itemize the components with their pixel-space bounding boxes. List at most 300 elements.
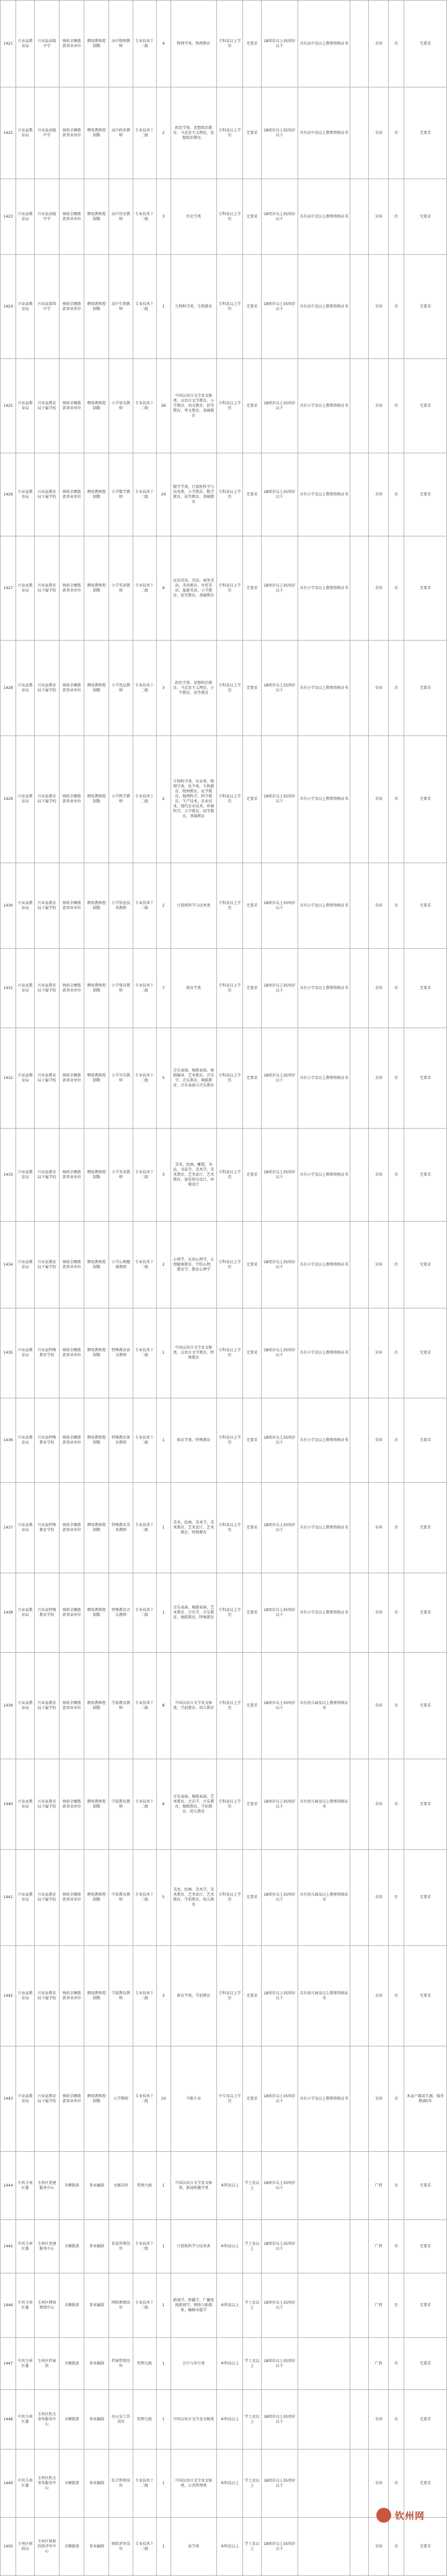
cell-hire: 事业编制 (84, 2273, 109, 2338)
cell-pol (350, 2518, 369, 2576)
cell-scope: 全国 (369, 1, 389, 87)
cell-post: 学前教育教师 (109, 1653, 133, 1759)
cell-unit: 兴业县教育局下属学校 (34, 359, 59, 453)
cell-area: 兴业县教育局 (16, 255, 35, 359)
cell-edu: 本科及以上 (216, 2273, 242, 2338)
cell-other: 无要求 (404, 1850, 447, 1946)
cell-no: 1444 (1, 2152, 16, 2220)
cell-other: 无要求 (404, 1759, 447, 1850)
table-row (1, 1398, 447, 1483)
cell-exam: 否 (388, 1850, 404, 1946)
cell-type: 全额拨款 (60, 2273, 84, 2338)
cell-type: 财政全额拨款事业单位 (60, 949, 84, 1028)
cell-post: 小学英语教师 (109, 536, 133, 641)
cell-age: 18周岁以上35周岁以下 (261, 2220, 298, 2273)
cell-no: 1448 (1, 2390, 16, 2449)
cell-no: 1422 (1, 87, 16, 179)
cell-cat: 专业技术十二级 (133, 1573, 156, 1653)
cell-cert: 具有小学及以上教师资格证书 (298, 949, 350, 1028)
cell-req: 生物科学类，生物教育 (170, 255, 216, 359)
cell-no: 1431 (1, 949, 16, 1028)
cell-pol (350, 359, 369, 453)
cell-scope: 全国 (369, 179, 389, 255)
cell-exam: 否 (388, 87, 404, 179)
cell-count: 3 (156, 641, 170, 736)
cell-cert: 具有高中及以上教师资格证书 (298, 255, 350, 359)
cell-scope: 全国 (369, 1222, 389, 1308)
cell-cert (298, 2220, 350, 2273)
cell-type: 全额拨款 (60, 2518, 84, 2576)
cell-no: 1443 (1, 2046, 16, 2152)
cell-scope: 全国 (369, 2449, 389, 2518)
cell-age: 18周岁以上35周岁以下 (261, 736, 298, 863)
site-logo-icon (376, 2508, 391, 2523)
table-row (1, 863, 447, 949)
cell-post: 小学美术教师 (109, 1129, 133, 1222)
cell-post: 小学信息技术教师 (109, 863, 133, 949)
cell-req: 政治学类，思想政治教育，马克思主义理论，小学教育，初等教育 (170, 641, 216, 736)
cell-scope: 全国 (369, 949, 389, 1028)
cell-deg: 学士及以上 (243, 2449, 262, 2518)
cell-post: 小学音乐教师 (109, 1028, 133, 1129)
cell-unit: 兴业县教育局下属学校 (34, 453, 59, 536)
cell-unit: 玉州区档案馆 (34, 2338, 59, 2390)
cell-hire: 聘用教师控制数 (84, 255, 109, 359)
cell-cat: 专业技术十二级 (133, 1, 156, 87)
cell-exam: 否 (388, 2046, 404, 2152)
watermark-text: 钦州网 (395, 2510, 425, 2521)
cell-hire: 聘用教师控制数 (84, 179, 109, 255)
cell-post: 办公室工作岗位 (109, 2390, 133, 2449)
cell-deg: 无要求 (243, 1308, 262, 1398)
cell-hire: 聘用教师控制数 (84, 641, 109, 736)
cell-age: 18周岁以上35周岁以下 (261, 1398, 298, 1483)
site-watermark (376, 2507, 443, 2524)
table-row (1, 2518, 447, 2576)
cell-no: 1439 (1, 1653, 16, 1759)
cell-area: 兴业县教育局 (16, 1850, 35, 1946)
cell-count: 1 (156, 2449, 170, 2518)
cell-unit: 兴业县教育局下属学校 (34, 2046, 59, 2152)
cell-cat: 专业技术十二级 (133, 863, 156, 949)
cell-deg: 无要求 (243, 536, 262, 641)
cell-pol (350, 1028, 369, 1129)
cell-deg: 学士及以上 (243, 2220, 262, 2273)
cell-type: 财政全额拨款事业单位 (60, 1850, 84, 1946)
cell-unit: 玉州区机关事务服务中心 (34, 2449, 59, 2518)
cell-type: 全额拨款 (60, 2152, 84, 2220)
cell-count: 1 (156, 1398, 170, 1483)
cell-cert: 具有幼儿园及以上教师资格证书 (298, 1653, 350, 1759)
cell-exam: 否 (388, 2338, 404, 2390)
cell-cert: 具有小学及以上教师资格证书 (298, 1222, 350, 1308)
cell-exam: 否 (388, 2152, 404, 2220)
cell-other: 无要求 (404, 255, 447, 359)
cell-scope: 全国 (369, 1850, 389, 1946)
cell-type: 财政全额拨款事业单位 (60, 1483, 84, 1573)
cell-type: 财政全额拨款事业单位 (60, 736, 84, 863)
cell-edu: 专科及以上学历 (216, 1, 242, 87)
cell-pol (350, 1653, 369, 1759)
cell-exam: 否 (388, 453, 404, 536)
cell-edu: 中专及以上学历 (216, 2046, 242, 2152)
cell-pol (350, 2046, 369, 2152)
cell-no: 1446 (1, 2273, 16, 2338)
cell-cert (298, 2338, 350, 2390)
cell-other: 无要求 (404, 1573, 447, 1653)
cell-no: 1445 (1, 2220, 16, 2273)
cell-age: 18周岁以上35周岁以下 (261, 453, 298, 536)
cell-req: 美术，绘画，美术学，美术教育，艺术设计，艺术教育，学前教育，幼儿教育 (170, 1850, 216, 1946)
cell-req: 美术，绘画，美术学，美术教育，艺术设计，艺术教育，特殊教育 (170, 1483, 216, 1573)
cell-no: 1441 (1, 1850, 16, 1946)
cell-pol (350, 1129, 369, 1222)
table-row (1, 1759, 447, 1850)
cell-age: 18周岁以上35周岁以下 (261, 1573, 298, 1653)
cell-unit: 兴业县特殊教育学校 (34, 1573, 59, 1653)
cell-no: 1432 (1, 1028, 16, 1129)
cell-hire: 聘用教师控制数 (84, 1222, 109, 1308)
table-row (1, 949, 447, 1028)
cell-unit: 兴业县教育局下属学校 (34, 536, 59, 641)
cell-cat: 管理九级 (133, 2390, 156, 2449)
cell-edu: 专科及以上学历 (216, 255, 242, 359)
table-row (1, 736, 447, 863)
cell-cert: 具有高中及以上教师资格证书 (298, 87, 350, 179)
cell-cert: 具有小学及以上教师资格证书 (298, 1573, 350, 1653)
cell-hire: 聘用教师控制数 (84, 1653, 109, 1759)
cell-area: 中共玉州区委 (16, 2152, 35, 2220)
cell-count: 2 (156, 87, 170, 179)
cell-other: 无要求 (404, 179, 447, 255)
cell-deg: 学士及以上 (243, 2338, 262, 2390)
cell-type: 财政全额拨款事业单位 (60, 1028, 84, 1129)
cell-exam: 否 (388, 863, 404, 949)
cell-deg: 无要求 (243, 2046, 262, 2152)
cell-req: 应用英语，英语，商务英语，英语教育，外贸英语，旅游英语，小学教育，初等教育，基础教育 (170, 536, 216, 641)
cell-no: 1428 (1, 641, 16, 736)
cell-no: 1426 (1, 453, 16, 536)
cell-pol (350, 2152, 369, 2220)
cell-hire: 事业编制 (84, 2338, 109, 2390)
cell-exam: 否 (388, 949, 404, 1028)
cell-other: 无要求 (404, 949, 447, 1028)
cell-count: 5 (156, 1028, 170, 1129)
cell-post: 学前教育教师 (109, 1759, 133, 1850)
cell-pol (350, 453, 369, 536)
table-row (1, 536, 447, 641)
cell-no: 1436 (1, 1398, 16, 1483)
cell-type: 财政全额拨款事业单位 (60, 1, 84, 87)
cell-cert: 具有小学及以上教师资格证书 (298, 2046, 350, 2152)
cell-req: 计算机科学与技术类 (170, 2220, 216, 2273)
cell-scope: 全国 (369, 1653, 389, 1759)
cell-scope: 广西 (369, 2220, 389, 2273)
cell-area: 兴业县教育局 (16, 1573, 35, 1653)
cell-no: 1435 (1, 1308, 16, 1398)
cell-exam: 否 (388, 536, 404, 641)
cell-scope: 全国 (369, 255, 389, 359)
cell-deg: 学士及以上 (243, 2518, 262, 2576)
cell-unit: 兴业县教育局下属学校 (34, 1850, 59, 1946)
cell-deg: 无要求 (243, 1483, 262, 1573)
cell-area: 兴业县教育局 (16, 1946, 35, 2046)
cell-count: 26 (156, 359, 170, 453)
cell-deg: 无要求 (243, 1398, 262, 1483)
cell-cert: 具有小学及以上教师资格证书 (298, 536, 350, 641)
cell-unit: 兴业县教育局下属学校 (34, 1946, 59, 2046)
cell-hire: 事业编制 (84, 2518, 109, 2576)
cell-area: 兴业县教育局 (16, 2046, 35, 2152)
cell-cert (298, 2518, 350, 2576)
cell-cat: 专业技术十二级 (133, 2518, 156, 2576)
cell-hire: 聘用教师控制数 (84, 863, 109, 949)
cell-other: 无要求 (404, 1398, 447, 1483)
cell-req: 历史学类 (170, 179, 216, 255)
cell-cert: 具有小学及以上教师资格证书 (298, 863, 350, 949)
cell-hire: 聘用教师控制数 (84, 1483, 109, 1573)
cell-count: 1 (156, 2390, 170, 2449)
cell-count: 1 (156, 2273, 170, 2338)
cell-deg: 学士及以上 (243, 2273, 262, 2338)
cell-deg: 无要求 (243, 453, 262, 536)
cell-cert: 具有小学及以上教师资格证书 (298, 1398, 350, 1483)
cell-type: 财政全额拨款事业单位 (60, 87, 84, 179)
cell-post: 小学数学教师 (109, 453, 133, 536)
cell-count: 4 (156, 1, 170, 87)
cell-scope: 全国 (369, 359, 389, 453)
cell-area: 兴业县教育局 (16, 1222, 35, 1308)
cell-deg: 无要求 (243, 1653, 262, 1759)
cell-unit: 兴业县特殊教育学校 (34, 1398, 59, 1483)
cell-age: 18周岁以上35周岁以下 (261, 536, 298, 641)
cell-pol (350, 1483, 369, 1573)
cell-req: 体育学类 (170, 949, 216, 1028)
cell-edu: 专科及以上学历 (216, 1483, 242, 1573)
cell-deg: 无要求 (243, 1946, 262, 2046)
cell-age: 18周岁以上35周岁以下 (261, 1850, 298, 1946)
cell-req: 音乐表演，舞蹈表演，艺术教育，音乐学，音乐教育，舞蹈教育，特殊教育 (170, 1573, 216, 1653)
cell-age: 18周岁以上35周岁以下 (261, 2046, 298, 2152)
cell-cat: 专业技术十二级 (133, 2449, 156, 2518)
cell-edu: 本科及以上 (216, 2390, 242, 2449)
cell-type: 全额拨款 (60, 2220, 84, 2273)
cell-cat: 专业技术十二级 (133, 641, 156, 736)
cell-cert: 具有幼儿园及以上教师资格证书 (298, 1946, 350, 2046)
cell-cat: 专业技术十二级 (133, 1222, 156, 1308)
cell-post: 信息管理岗位 (109, 2220, 133, 2273)
cell-type: 财政全额拨款事业单位 (60, 1759, 84, 1850)
cell-count: 1 (156, 2152, 170, 2220)
cell-edu: 专科及以上学历 (216, 1759, 242, 1850)
cell-hire: 聘用教师控制数 (84, 1308, 109, 1398)
cell-pol (350, 863, 369, 949)
cell-no: 1425 (1, 359, 16, 453)
cell-unit: 兴业县高级中学 (34, 1, 59, 87)
cell-age: 18周岁以上35周岁以下 (261, 1, 298, 87)
cell-age: 18周岁以上35周岁以下 (261, 359, 298, 453)
cell-area: 兴业县教育局 (16, 1129, 35, 1222)
cell-cat: 管理九级 (133, 2152, 156, 2220)
cell-scope: 全国 (369, 453, 389, 536)
cell-req: 新闻学，传播学，广播电视新闻学，网络与新媒体，编辑出版学 (170, 2273, 216, 2338)
cell-hire: 聘用教师控制数 (84, 1129, 109, 1222)
cell-req: 心理学，应用心理学，心理健康教育，学校心理，教育学，教育心理学 (170, 1222, 216, 1308)
cell-deg: 无要求 (243, 863, 262, 949)
cell-post: 财政评审岗位 (109, 2518, 133, 2576)
cell-scope: 全国 (369, 2518, 389, 2576)
cell-age: 18周岁以上35周岁以下 (261, 255, 298, 359)
cell-area: 兴业县教育局 (16, 359, 35, 453)
table-row (1, 1028, 447, 1129)
cell-hire: 聘用教师控制数 (84, 1946, 109, 2046)
cell-cert: 具有小学及以上教师资格证书 (298, 1028, 350, 1129)
cell-exam: 否 (388, 1759, 404, 1850)
cell-other: 无要求 (404, 641, 447, 736)
cell-area: 中共玉州区委 (16, 2338, 35, 2390)
cell-post: 特殊教育美术教师 (109, 1483, 133, 1573)
cell-type: 财政全额拨款事业单位 (60, 255, 84, 359)
cell-post: 特殊教育音乐教师 (109, 1573, 133, 1653)
cell-scope: 全国 (369, 1759, 389, 1850)
cell-exam: 否 (388, 736, 404, 863)
cell-post: 综合管理岗位 (109, 2449, 133, 2518)
cell-hire: 聘用教师控制数 (84, 949, 109, 1028)
cell-other: 无要求 (404, 453, 447, 536)
cell-post: 特殊教育体育教师 (109, 1398, 133, 1483)
cell-post: 高中历史教师 (109, 179, 133, 255)
cell-unit: 兴业县教育局下属学校 (34, 949, 59, 1028)
cell-hire: 事业编制 (84, 2220, 109, 2273)
cell-type: 全额拨款 (60, 2338, 84, 2390)
cell-area: 兴业县教育局 (16, 536, 35, 641)
cell-type: 财政全额拨款事业单位 (60, 1129, 84, 1222)
cell-age: 18周岁以上35周岁以下 (261, 2273, 298, 2338)
cell-hire: 聘用教师控制数 (84, 1028, 109, 1129)
cell-req: 体育学类，特殊教育 (170, 1398, 216, 1483)
cell-scope: 全国 (369, 736, 389, 863)
cell-count: 5 (156, 1850, 170, 1946)
cell-edu: 专科及以上学历 (216, 1850, 242, 1946)
cell-req: 中国汉语言文学及文秘类，汉语言文学教育，特殊教育 (170, 1308, 216, 1398)
cell-post: 小学科学教师 (109, 736, 133, 863)
cell-hire: 聘用教师控制数 (84, 1, 109, 87)
cell-no: 1437 (1, 1483, 16, 1573)
cell-deg: 无要求 (243, 87, 262, 179)
cell-cat: 专业技术十二级 (133, 2046, 156, 2152)
cell-other: 无要求 (404, 536, 447, 641)
cell-edu: 专科及以上学历 (216, 736, 242, 863)
table-row (1, 641, 447, 736)
cell-unit: 玉州区党建服务中心 (34, 2220, 59, 2273)
cell-no: 1423 (1, 179, 16, 255)
cell-hire: 事业编制 (84, 2449, 109, 2518)
cell-unit: 玉州区网络舆情中心 (34, 2273, 59, 2338)
cell-other: 无要求 (404, 1483, 447, 1573)
cell-edu: 本科及以上 (216, 2152, 242, 2220)
cell-cat: 专业技术十二级 (133, 1129, 156, 1222)
cell-scope: 全国 (369, 2390, 389, 2449)
cell-req: 数学学类，计算机科学与技术类，小学教育，数学教育，初等教育，基础教育 (170, 453, 216, 536)
cell-exam: 否 (388, 1028, 404, 1129)
cell-count: 1 (156, 2518, 170, 2576)
cell-cert: 具有小学及以上教师资格证书 (298, 641, 350, 736)
cell-area: 中共玉州区委 (16, 2220, 35, 2273)
cell-cat: 管理九级 (133, 2338, 156, 2390)
cell-req: 物理学类，物理教育 (170, 1, 216, 87)
cell-hire: 聘用教师控制数 (84, 1759, 109, 1850)
cell-req: 体育学类，学前教育 (170, 1946, 216, 2046)
cell-scope: 全国 (369, 641, 389, 736)
cell-scope: 全国 (369, 1573, 389, 1653)
cell-age: 18周岁以上35周岁以下 (261, 863, 298, 949)
table-row (1, 2390, 447, 2449)
cell-pol (350, 255, 369, 359)
cell-edu: 专科及以上学历 (216, 1398, 242, 1483)
cell-area: 兴业县教育局 (16, 179, 35, 255)
cell-req: 生物科学类，农业类，物理学类，化学类，生物教育，物理教育，化学教育，地理科学，科学教育，生产技术，农业技术，现代农业技术，环境科学，小学教育，初等教育，基础教育 (170, 736, 216, 863)
cell-post: 档案管理岗位 (109, 2338, 133, 2390)
cell-scope: 全国 (369, 863, 389, 949)
cell-exam: 否 (388, 1573, 404, 1653)
cell-cert: 具有小学及以上教师资格证书 (298, 736, 350, 863)
cell-exam: 否 (388, 641, 404, 736)
cell-cert: 具有小学及以上教师资格证书 (298, 1483, 350, 1573)
cell-deg: 无要求 (243, 1222, 262, 1308)
cell-hire: 聘用教师控制数 (84, 1573, 109, 1653)
cell-req: 政治学类，思想政治教育，马克思主义理论、思想政治教育、 (170, 87, 216, 179)
cell-count: 2 (156, 1222, 170, 1308)
cell-exam: 否 (388, 2273, 404, 2338)
cell-type: 财政全额拨款事业单位 (60, 1653, 84, 1759)
cell-post: 高中生物教师 (109, 255, 133, 359)
cell-edu: 本科及以上 (216, 2220, 242, 2273)
table-body (1, 1, 447, 2576)
cell-scope: 广西 (369, 2273, 389, 2338)
cell-post: 小学语文教师 (109, 359, 133, 453)
cell-deg: 无要求 (243, 1, 262, 87)
cell-count: 7 (156, 949, 170, 1028)
cell-unit: 兴业县教育局下属学校 (34, 1759, 59, 1850)
cell-other: 无要求 (404, 1222, 447, 1308)
cell-req: 中国汉语言文学及文秘类，公共管理类 (170, 2449, 216, 2518)
cell-area: 兴业县教育局 (16, 736, 35, 863)
cell-type: 财政全额拨款事业单位 (60, 1946, 84, 2046)
cell-count: 1 (156, 1308, 170, 1398)
cell-other: 无要求 (404, 2152, 447, 2220)
cell-scope: 全国 (369, 1028, 389, 1129)
cell-no: 1434 (1, 1222, 16, 1308)
cell-type: 财政全额拨款事业单位 (60, 1398, 84, 1483)
cell-count: 1 (156, 2220, 170, 2273)
cell-pol (350, 736, 369, 863)
table-row (1, 2273, 447, 2338)
cell-pol (350, 949, 369, 1028)
cell-type: 财政全额拨款事业单位 (60, 641, 84, 736)
cell-other: 本县户籍或生源，服务期满5年 (404, 2046, 447, 2152)
cell-exam: 否 (388, 2518, 404, 2576)
cell-pol (350, 2390, 369, 2449)
cell-area: 兴业县教育局 (16, 87, 35, 179)
cell-cat: 专业技术十二级 (133, 87, 156, 179)
cell-post: 小学体育教师 (109, 949, 133, 1028)
cell-exam: 否 (388, 2449, 404, 2518)
cell-unit: 兴业县教育局下属学校 (34, 736, 59, 863)
cell-type: 财政全额拨款事业单位 (60, 536, 84, 641)
table-row (1, 87, 447, 179)
cell-area: 中共玉州区委 (16, 2273, 35, 2338)
cell-pol (350, 1222, 369, 1308)
